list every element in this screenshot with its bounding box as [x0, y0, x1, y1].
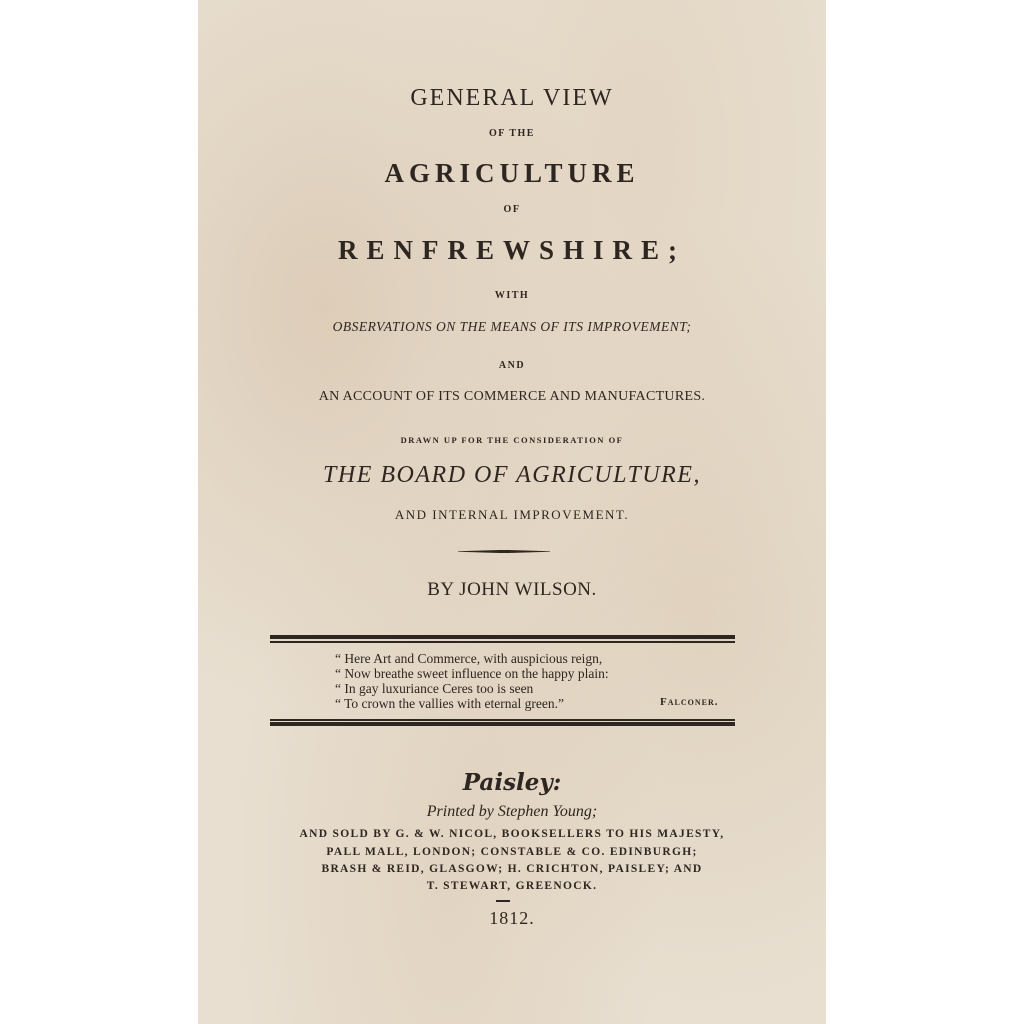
imprint-sold-line: BRASH & REID, GLASGOW; H. CRICHTON, PAISLEY; AND — [321, 863, 703, 875]
rule-bottom-thin — [270, 719, 735, 721]
title-line-general-view: GENERAL VIEW — [410, 85, 614, 111]
observations-line: OBSERVATIONS ON THE MEANS OF ITS IMPROVEMENT; — [332, 319, 692, 334]
rule-bottom-thick — [270, 722, 735, 726]
imprint-sold-line: AND SOLD BY G. & W. NICOL, BOOKSELLERS TO HIS MAJESTY, — [299, 828, 725, 840]
imprint-sold-line: T. STEWART, GREENOCK. — [426, 880, 598, 892]
ornament-rule — [458, 550, 550, 553]
imprint-sold-line: PALL MALL, LONDON; CONSTABLE & CO. EDINBURGH; — [326, 846, 698, 858]
epigraph-line: “ To crown the vallies with eternal green.” — [335, 696, 564, 711]
title-page — [198, 0, 826, 1024]
title-line-renfrewshire: RENFREWSHIRE; — [337, 235, 687, 265]
imprint-place: Paisley: — [462, 769, 562, 796]
rule-top-thin — [270, 641, 735, 643]
account-line: AN ACCOUNT OF ITS COMMERCE AND MANUFACTURES. — [318, 389, 706, 404]
rule-top-thick — [270, 635, 735, 639]
epigraph-line: “ In gay luxuriance Ceres too is seen — [335, 681, 534, 696]
imprint-printer: Printed by Stephen Young; — [426, 803, 598, 820]
epigraph-line: “ Now breathe sweet influence on the happy plain: — [335, 666, 609, 681]
of: OF — [503, 204, 521, 215]
of-the: OF THE — [489, 128, 535, 139]
author-line: BY JOHN WILSON. — [427, 579, 597, 600]
epigraph-line: “ Here Art and Commerce, with auspicious reign, — [335, 651, 603, 666]
board-line: THE BOARD OF AGRICULTURE, — [323, 462, 701, 488]
imprint-year: 1812. — [489, 908, 535, 928]
ornament-dash — [496, 900, 510, 902]
drawn-up-line: DRAWN UP FOR THE CONSIDERATION OF — [400, 435, 624, 445]
title-line-agriculture: AGRICULTURE — [384, 158, 640, 188]
and: AND — [498, 360, 526, 371]
internal-improvement-line: AND INTERNAL IMPROVEMENT. — [394, 507, 630, 522]
epigraph-attribution: Falconer. — [660, 696, 719, 708]
with: WITH — [494, 290, 530, 301]
